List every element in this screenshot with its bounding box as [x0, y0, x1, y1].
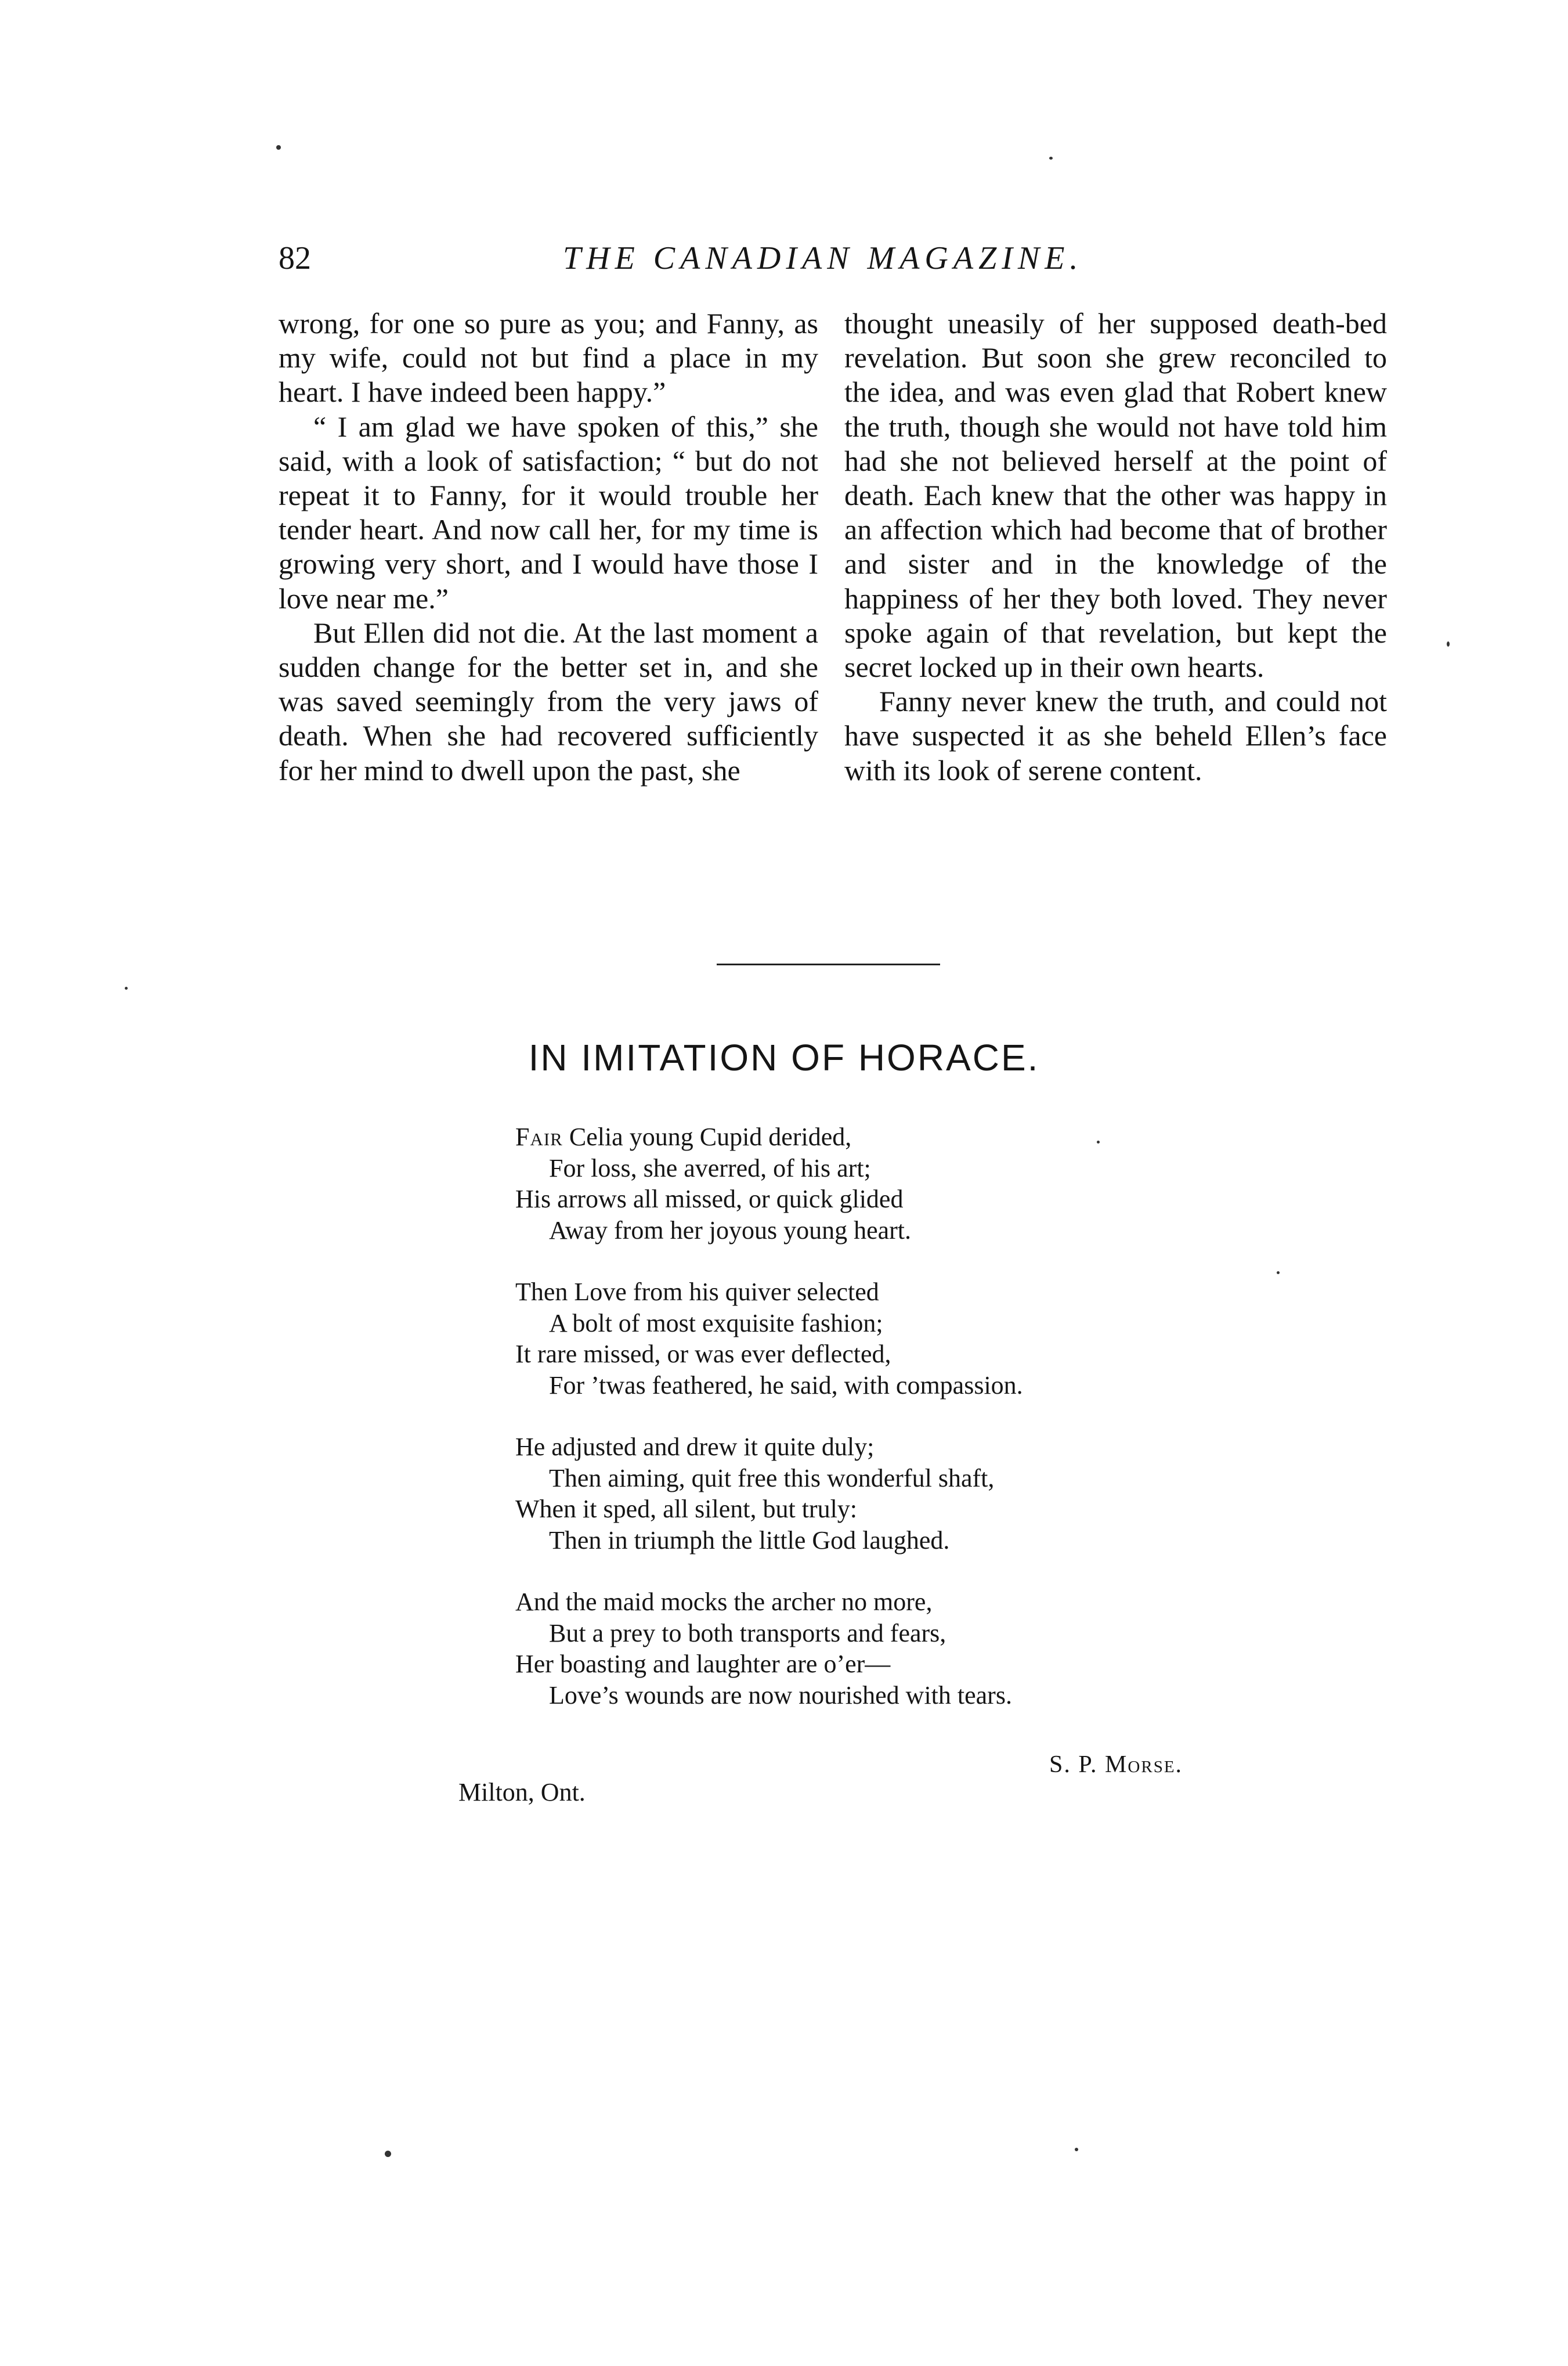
- scan-speck: [1049, 157, 1053, 160]
- poem-first-word: Fair: [515, 1123, 563, 1151]
- magazine-title: THE CANADIAN MAGAZINE.: [563, 240, 1083, 276]
- poem-line: It rare missed, or was ever deflected,: [515, 1340, 891, 1368]
- poem-line: He adjusted and drew it quite duly;: [515, 1433, 875, 1461]
- poem-line: When it sped, all silent, but truly:: [515, 1495, 858, 1523]
- scan-speck: [1075, 2148, 1078, 2151]
- article-left-column: [279, 306, 818, 788]
- poem-line: Her boasting and laughter are o’er—: [515, 1650, 891, 1678]
- running-head: [279, 235, 1393, 282]
- poem-line-text: Celia young Cupid derided,: [562, 1123, 852, 1151]
- poem-author: S. P. Morse.: [1049, 1751, 1183, 1778]
- scan-speck: [1447, 641, 1450, 647]
- poem-title: IN IMITATION OF HORACE.: [528, 1037, 1040, 1079]
- scan-speck: [125, 987, 128, 990]
- poem-line: And the maid mocks the archer no more,: [515, 1588, 933, 1616]
- article-right-column: [844, 306, 1387, 788]
- poem-line: Away from her joyous young heart.: [549, 1216, 912, 1245]
- poem-line: Love’s wounds are now nourished with tears.: [549, 1680, 1012, 1709]
- poem-place: Milton, Ont.: [458, 1778, 586, 1806]
- poem-line: Then aiming, quit free this wonderful shaft,: [549, 1463, 995, 1492]
- poem-line: But a prey to both transports and fears,: [549, 1618, 946, 1647]
- poem-stanza: [515, 1121, 1270, 1246]
- poem-line: For loss, she averred, of his art;: [549, 1153, 871, 1182]
- section-divider: [717, 964, 940, 965]
- scan-speck: [1097, 1141, 1100, 1144]
- poem-line: A bolt of most exquisite fashion;: [549, 1308, 883, 1337]
- poem-stanza: [515, 1276, 1270, 1401]
- scan-speck: [1277, 1271, 1280, 1274]
- article-paragraph: Fanny never knew the truth, and could not have suspected it as she beheld Ellen’s face with its look of serene content.: [844, 685, 1387, 787]
- poem-line: Then Love from his quiver selected: [515, 1278, 879, 1306]
- poem-stanza: [515, 1431, 1270, 1556]
- article-paragraph: “ I am glad we have spoken of this,” she said, with a look of satisfaction; “ but do not repeat it to Fanny, for it would trouble her tender heart. And now call her, for my time is growing very short, and I would have those I love near me.”: [279, 410, 818, 615]
- page-number: 82: [279, 240, 311, 276]
- poem-line: [515, 1121, 1270, 1153]
- poem-line: Then in triumph the little God laughed.: [549, 1525, 950, 1555]
- poem-line: His arrows all missed, or quick glided: [515, 1185, 904, 1213]
- poem-body: [515, 1121, 1270, 1741]
- scan-speck: [276, 145, 281, 150]
- article-paragraph: But Ellen did not die. At the last moment a sudden change for the better set in, and she was saved seemingly from the very jaws of death. When she had recovered sufficiently for her mind to dwell upon the past, she: [279, 616, 818, 787]
- poem-stanza: [515, 1586, 1270, 1711]
- article-paragraph: wrong, for one so pure as you; and Fanny, as my wife, could not but find a place in my heart. I have indeed been happy.”: [279, 307, 818, 409]
- article-paragraph: thought uneasily of her supposed death-bed revelation. But soon she grew reconciled to the idea, and was even glad that Robert knew the truth, though she would not have told him had she not believed herself at the point of death. Each knew that the other was happy in an affection which had become that of brother and sister and in the knowledge of the happiness of her they both loved. They never spoke again of that revelation, but kept the secret locked up in their own hearts.: [844, 307, 1387, 684]
- scan-speck: [385, 2151, 391, 2157]
- poem-line: For ’twas feathered, he said, with compassion.: [549, 1370, 1023, 1400]
